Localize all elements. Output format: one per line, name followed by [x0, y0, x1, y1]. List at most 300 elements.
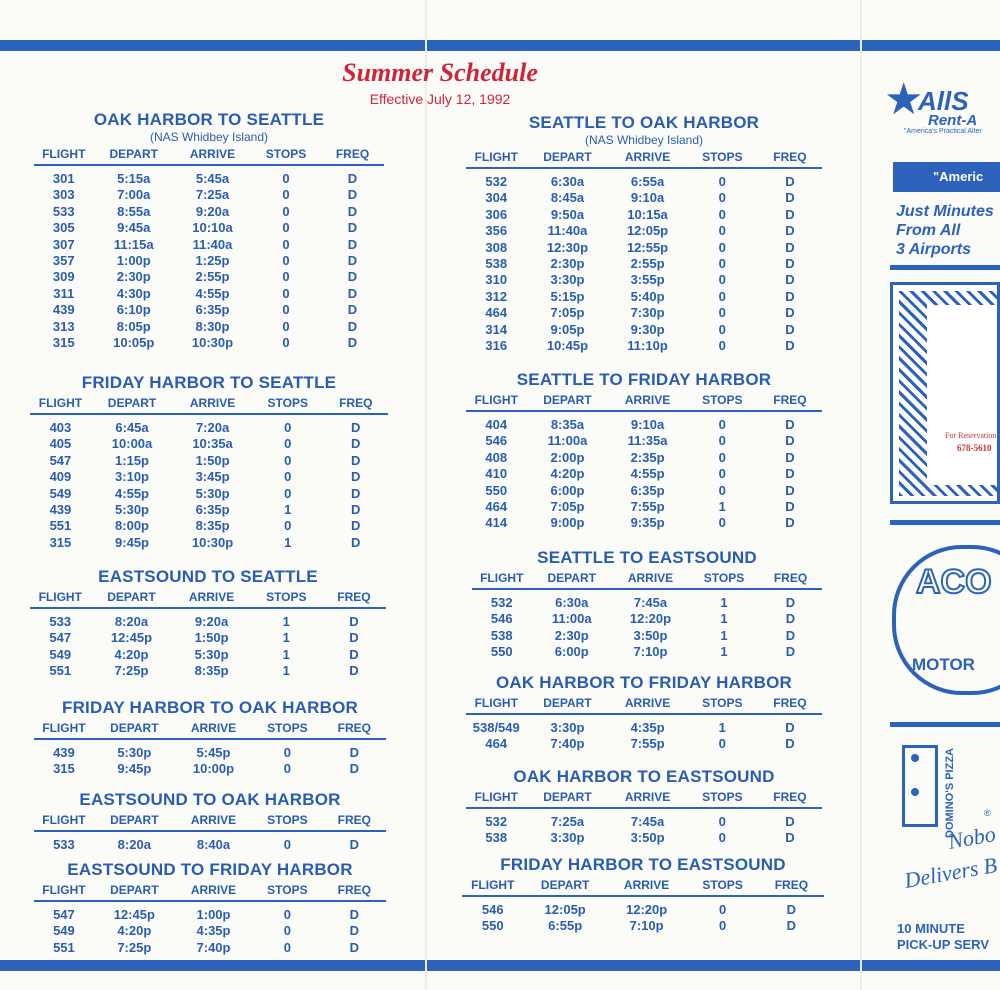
table-cell: 7:10p	[629, 918, 664, 934]
table-row	[466, 736, 822, 752]
table-row	[466, 207, 822, 223]
table-cell: D	[347, 187, 358, 203]
table-cell: 1	[282, 646, 290, 662]
table-header	[466, 392, 822, 412]
table-cell: D	[347, 171, 358, 186]
table-cell: 1:50p	[194, 630, 229, 646]
column-header: FLIGHT	[42, 883, 86, 897]
table-header	[30, 589, 386, 609]
table-cell: 7:40p	[550, 736, 585, 752]
table-cell: 0	[282, 302, 290, 318]
table-cell: 7:55p	[630, 499, 665, 515]
rental-subtitle: Rent-A	[928, 112, 978, 129]
table-header	[466, 789, 822, 809]
table-cell: 9:45p	[115, 534, 149, 550]
table-cell: 11:00a	[551, 611, 592, 627]
table-cell: 10:45p	[546, 338, 589, 354]
table-row	[472, 611, 822, 627]
table-cell: 1:00p	[196, 907, 231, 922]
table-cell: 404	[485, 417, 508, 432]
table-header	[34, 882, 386, 902]
column-header: DEPART	[110, 883, 159, 897]
table-cell: 3:55p	[630, 272, 665, 288]
column-header: STOPS	[702, 150, 743, 164]
table-cell: 0	[718, 466, 726, 482]
table-cell: D	[785, 417, 795, 432]
table-cell: 6:30a	[550, 174, 585, 189]
table-cell: 0	[718, 814, 726, 829]
table-cell: 357	[52, 253, 75, 269]
table-cell: 532	[485, 814, 508, 829]
table-cell: 5:45a	[195, 171, 230, 186]
table-cell: 11:10p	[627, 338, 668, 354]
table-cell: 2:55p	[195, 269, 230, 285]
table-cell: 7:05p	[550, 305, 585, 321]
star-icon: ★	[884, 75, 924, 124]
table-row	[34, 187, 384, 203]
table-row	[466, 240, 822, 256]
table-cell: D	[785, 223, 795, 239]
schedule-seattle-to-oak-harbor	[466, 113, 822, 354]
table-row	[30, 486, 388, 502]
table-body	[34, 171, 384, 351]
section-title: EASTSOUND TO FRIDAY HARBOR	[67, 860, 353, 879]
table-cell: D	[347, 269, 358, 285]
table-cell: 303	[52, 187, 75, 203]
table-cell: 5:45p	[196, 745, 231, 760]
section-title: FRIDAY HARBOR TO SEATTLE	[81, 373, 337, 392]
column-header: ARRIVE	[189, 396, 236, 410]
table-cell: 551	[49, 663, 72, 679]
table-cell: 306	[485, 206, 508, 222]
registered-mark: ®	[984, 808, 991, 818]
table-cell: 7:00a	[117, 187, 151, 203]
table-row	[30, 535, 388, 551]
column-header: FLIGHT	[480, 571, 524, 585]
table-cell: D	[351, 469, 361, 485]
table-cell: 1	[720, 627, 728, 643]
table-cell: 0	[718, 305, 726, 321]
table-row	[466, 814, 822, 830]
table-cell: 6:30a	[555, 595, 589, 610]
schedule-oak-harbor-to-seattle	[34, 110, 384, 351]
table-cell: 8:20a	[114, 614, 149, 629]
column-header: DEPART	[543, 393, 592, 407]
table-cell: 5:30p	[195, 485, 230, 501]
table-cell: D	[785, 736, 795, 752]
table-cell: 3:30p	[550, 272, 585, 288]
table-cell: 0	[283, 923, 292, 939]
table-cell: D	[349, 745, 359, 760]
table-cell: 549	[49, 485, 72, 501]
table-cell: 5:30p	[115, 502, 149, 518]
table-cell: 0	[718, 515, 726, 531]
table-cell: 6:00p	[550, 482, 585, 498]
table-cell: 8:55a	[117, 203, 151, 219]
schedule-eastsound-to-oak-harbor	[34, 790, 386, 853]
table-cell: 533	[53, 837, 75, 852]
table-cell: 9:50a	[550, 206, 585, 222]
table-row	[30, 518, 388, 534]
column-header: STOPS	[265, 147, 307, 161]
table-cell: 0	[283, 761, 292, 777]
table-cell: D	[349, 614, 359, 629]
table-cell: 6:45a	[115, 420, 149, 435]
effective-date: Effective July 12, 1992	[369, 91, 511, 107]
table-cell: 1	[282, 663, 290, 679]
column-header: ARRIVE	[627, 571, 674, 585]
section-subtitle: (NAS Whidbey Island)	[584, 133, 704, 147]
table-cell: 315	[49, 534, 72, 550]
table-row	[466, 190, 822, 206]
table-cell: D	[785, 272, 795, 288]
table-cell: 313	[52, 318, 75, 334]
column-header: FREQ	[339, 396, 373, 410]
table-cell: 439	[52, 302, 75, 318]
table-cell: 0	[284, 452, 292, 468]
table-row	[34, 237, 384, 253]
column-header: STOPS	[267, 883, 308, 897]
table-cell: 10:10a	[192, 220, 233, 236]
table-cell: 551	[53, 939, 75, 955]
table-cell: 3:30p	[550, 720, 585, 735]
table-cell: 0	[718, 736, 726, 752]
table-header	[466, 695, 822, 715]
table-cell: D	[785, 190, 795, 206]
column-header: FREQ	[335, 147, 370, 161]
table-cell: 11:00a	[547, 433, 588, 449]
table-cell: D	[347, 253, 358, 269]
table-body	[466, 814, 822, 847]
tagline-line: From All	[896, 222, 961, 239]
table-cell: 547	[53, 907, 75, 922]
table-cell: 0	[718, 338, 726, 354]
table-cell: 2:55p	[630, 256, 665, 272]
table-row	[34, 171, 384, 187]
column-header: STOPS	[703, 571, 745, 585]
table-row	[466, 305, 822, 321]
table-cell: 0	[718, 449, 726, 465]
table-cell: 9:45a	[117, 220, 151, 236]
column-header: STOPS	[267, 721, 308, 735]
table-cell: 6:10p	[116, 302, 151, 318]
table-cell: 8:35p	[194, 663, 229, 679]
table-header	[30, 395, 388, 415]
table-row	[466, 272, 822, 288]
column-header: DEPART	[107, 590, 156, 604]
tagline-line: Just Minutes	[896, 203, 994, 220]
table-cell: D	[785, 644, 796, 660]
table-cell: D	[785, 321, 795, 337]
table-cell: 0	[718, 288, 726, 304]
column-header: FLIGHT	[38, 590, 82, 604]
domino-dot	[911, 754, 919, 762]
table-cell: 10:05p	[113, 335, 155, 351]
table-cell: D	[785, 830, 795, 846]
table-row	[466, 417, 822, 433]
table-cell: 12:45p	[113, 907, 155, 922]
column-header: ARRIVE	[624, 790, 671, 804]
table-row	[34, 335, 384, 351]
table-row	[30, 420, 388, 436]
table-cell: 546	[481, 902, 504, 917]
column-header: FREQ	[773, 790, 807, 804]
table-cell: D	[347, 302, 358, 318]
table-cell: 315	[52, 335, 75, 351]
table-cell: D	[351, 436, 361, 452]
table-cell: 549	[49, 646, 72, 662]
pizza-brand: DOMINO'S PIZZA	[944, 748, 956, 839]
table-cell: 6:55a	[630, 174, 665, 189]
table-cell: D	[349, 837, 359, 852]
top-band	[0, 40, 1000, 51]
table-cell: 11:35a	[627, 433, 668, 449]
table-cell: 532	[485, 174, 508, 189]
table-cell: 9:35p	[630, 515, 665, 531]
column-header: DEPART	[110, 813, 159, 827]
section-title: SEATTLE TO OAK HARBOR	[528, 113, 760, 132]
table-cell: D	[347, 285, 358, 301]
ad-divider	[890, 520, 1000, 525]
table-row	[466, 223, 822, 239]
table-cell: 547	[49, 452, 72, 468]
table-cell: D	[785, 174, 795, 189]
pickup-line: 10 MINUTE	[897, 921, 965, 936]
column-header: STOPS	[702, 878, 743, 892]
column-header: FREQ	[773, 571, 808, 585]
table-cell: D	[785, 288, 795, 304]
table-cell: 0	[282, 335, 290, 351]
table-cell: 1	[718, 499, 726, 515]
table-row	[30, 453, 388, 469]
section-title: SEATTLE TO EASTSOUND	[537, 548, 757, 567]
table-cell: D	[347, 203, 358, 219]
table-cell: 308	[485, 239, 508, 255]
table-cell: 11:15a	[113, 236, 154, 252]
schedule-oak-harbor-to-eastsound	[466, 767, 822, 847]
table-cell: 312	[485, 288, 508, 304]
column-header: DEPART	[543, 696, 592, 710]
table-cell: 304	[485, 190, 508, 206]
table-cell: 10:00p	[192, 761, 235, 777]
table-row	[30, 502, 388, 518]
table-cell: D	[351, 534, 361, 550]
table-cell: D	[347, 220, 358, 236]
table-header	[466, 149, 822, 169]
table-row	[30, 647, 386, 663]
column-header: DEPART	[107, 396, 157, 410]
table-cell: 9:20a	[195, 203, 230, 219]
table-cell: D	[785, 466, 795, 482]
table-cell: 11:40a	[547, 223, 588, 239]
table-cell: 7:20a	[195, 420, 230, 435]
table-row	[466, 338, 822, 354]
table-cell: 8:45a	[550, 190, 585, 206]
table-cell: 7:25a	[195, 187, 230, 203]
table-body	[466, 720, 822, 753]
table-cell: 3:10p	[115, 469, 149, 485]
table-cell: 0	[282, 203, 290, 219]
ad-divider	[890, 722, 1000, 727]
table-row	[30, 614, 386, 630]
schedule-oak-harbor-to-friday-harbor	[466, 673, 822, 753]
table-cell: 7:30p	[630, 305, 665, 321]
table-cell: 0	[718, 223, 726, 239]
table-cell: 409	[49, 469, 72, 485]
table-cell: 6:35p	[195, 302, 230, 318]
table-cell: 464	[485, 305, 508, 321]
table-cell: 6:00p	[554, 644, 589, 660]
table-cell: 305	[52, 220, 75, 236]
table-cell: 10:00a	[111, 436, 153, 452]
table-body	[462, 902, 824, 935]
table-header	[34, 146, 384, 166]
table-cell: 1:00p	[116, 253, 151, 269]
table-cell: 10:30p	[191, 534, 234, 550]
table-cell: 7:45a	[630, 814, 665, 829]
table-cell: D	[785, 256, 795, 272]
schedule-friday-harbor-to-eastsound	[462, 855, 824, 935]
table-cell: 1:50p	[195, 452, 230, 468]
section-title: EASTSOUND TO OAK HARBOR	[79, 790, 341, 809]
table-cell: 12:30p	[546, 239, 589, 255]
table-row	[34, 319, 384, 335]
section-title: OAK HARBOR TO EASTSOUND	[513, 767, 775, 786]
table-cell: 4:55p	[115, 485, 149, 501]
table-cell: D	[349, 646, 359, 662]
pizza-slogan-line2: Delivers B	[902, 852, 999, 893]
table-cell: 464	[485, 736, 508, 752]
column-header: STOPS	[267, 813, 308, 827]
section-title: OAK HARBOR TO SEATTLE	[93, 110, 325, 129]
table-cell: 8:35a	[550, 417, 585, 432]
table-body	[34, 837, 386, 853]
column-header: ARRIVE	[624, 696, 671, 710]
table-cell: 0	[718, 321, 726, 337]
table-cell: 315	[53, 761, 75, 777]
table-cell: 4:55p	[630, 466, 665, 482]
table-cell: 7:25p	[117, 939, 152, 955]
table-row	[466, 433, 822, 449]
column-header: ARRIVE	[189, 147, 236, 161]
table-cell: 5:15a	[117, 171, 151, 186]
table-cell: D	[347, 236, 358, 252]
table-cell: 10:30p	[191, 335, 234, 351]
column-header: FREQ	[337, 721, 371, 735]
table-cell: 9:45p	[117, 761, 152, 777]
table-body	[466, 174, 822, 354]
table-cell: D	[351, 502, 361, 518]
acorn-motor-ad	[892, 545, 1000, 695]
column-header: FLIGHT	[42, 813, 86, 827]
table-cell: 0	[284, 485, 292, 501]
table-cell: 0	[718, 482, 726, 498]
table-body	[34, 907, 386, 956]
table-row	[466, 499, 822, 515]
table-row	[34, 837, 386, 853]
column-header: DEPART	[109, 147, 158, 161]
table-cell: D	[785, 338, 795, 354]
rental-tagline: "America's Practical Alter	[904, 128, 982, 135]
table-row	[466, 466, 822, 482]
column-header: FREQ	[337, 813, 371, 827]
table-cell: 546	[485, 433, 508, 449]
table-cell: 356	[485, 223, 508, 239]
table-cell: 1:25p	[195, 253, 230, 269]
section-title: EASTSOUND TO SEATTLE	[98, 567, 318, 586]
column-header: STOPS	[266, 590, 307, 604]
table-cell: 3:45p	[195, 469, 230, 485]
table-cell: 0	[284, 518, 292, 534]
table-cell: 12:45p	[110, 630, 153, 646]
table-row	[34, 923, 386, 939]
table-body	[472, 595, 822, 661]
table-cell: 4:20p	[117, 923, 152, 939]
table-row	[34, 286, 384, 302]
table-row	[466, 720, 822, 736]
table-cell: 0	[718, 190, 726, 206]
table-cell: 9:20a	[194, 614, 229, 629]
table-cell: 550	[485, 482, 508, 498]
table-cell: D	[349, 761, 359, 777]
table-cell: 8:35p	[195, 518, 230, 534]
table-cell: 311	[53, 285, 75, 301]
table-cell: 1	[720, 595, 728, 610]
column-header: FLIGHT	[42, 147, 86, 161]
table-cell: D	[349, 923, 359, 939]
table-cell: D	[785, 499, 795, 515]
table-cell: 0	[283, 837, 292, 852]
table-cell: 538	[490, 627, 513, 643]
table-cell: 1	[284, 502, 292, 518]
table-cell: 9:00p	[550, 515, 585, 531]
table-cell: D	[785, 482, 795, 498]
table-cell: D	[785, 595, 796, 610]
column-header: FREQ	[773, 696, 807, 710]
table-row	[34, 907, 386, 923]
column-header: FREQ	[337, 883, 371, 897]
table-cell: 538/549	[472, 720, 520, 735]
table-cell: 0	[283, 907, 292, 922]
table-row	[466, 450, 822, 466]
table-cell: 532	[490, 595, 513, 610]
table-cell: 8:30p	[195, 318, 230, 334]
table-cell: D	[349, 907, 359, 922]
schedule-eastsound-to-friday-harbor	[34, 860, 386, 956]
table-cell: 550	[481, 918, 504, 934]
schedule-seattle-to-friday-harbor	[466, 370, 822, 532]
column-header: FREQ	[774, 878, 809, 892]
table-cell: 9:10a	[630, 417, 665, 432]
table-header	[462, 877, 824, 897]
motor-text: MOTOR	[912, 655, 975, 674]
acorn-text: ACO	[916, 563, 992, 601]
reservation-phone: 678-5610	[957, 443, 992, 453]
table-header	[34, 812, 386, 832]
table-cell: 538	[485, 830, 508, 846]
table-row	[34, 269, 384, 285]
fold-line	[860, 0, 862, 990]
table-cell: 0	[282, 220, 290, 236]
table-cell: D	[785, 305, 795, 321]
table-cell: 549	[53, 923, 75, 939]
table-cell: D	[785, 515, 795, 531]
table-cell: 533	[49, 614, 72, 629]
table-cell: 0	[282, 171, 290, 186]
table-cell: 5:30p	[117, 745, 152, 760]
table-row	[462, 902, 824, 918]
table-cell: 408	[485, 449, 508, 465]
